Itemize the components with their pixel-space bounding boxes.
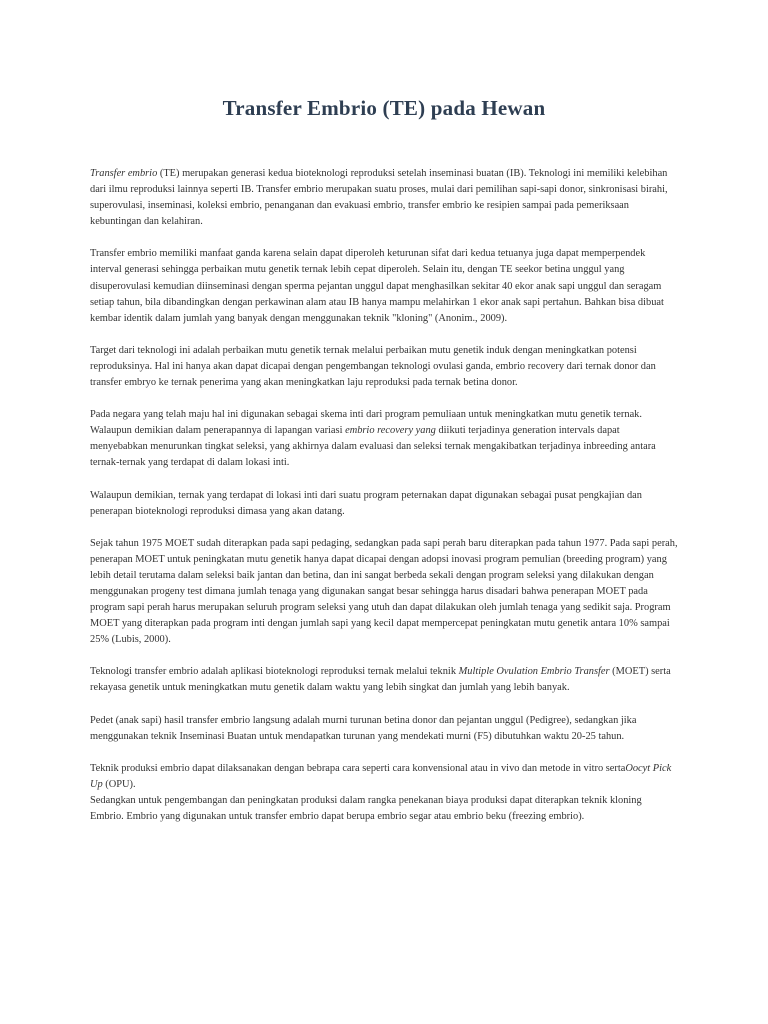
italic-term: Transfer embrio — [90, 168, 158, 179]
paragraph — [90, 488, 678, 520]
paragraph — [90, 761, 678, 793]
paragraph-text: Sedangkan untuk pengembangan dan peningkatan produksi dalam rangka penekanan biaya produksi dapat diterapkan teknik kloning Embrio. Embrio yang digunakan untuk transfer embrio dapat berupa embrio segar atau embrio beku (freezing embrio). — [90, 794, 642, 822]
paragraph-text: Pedet (anak sapi) hasil transfer embrio langsung adalah murni turunan betina donor dan pejantan unggul (Pedigree), sedangkan jika menggunakan teknik Inseminasi Buatan untuk mendapatkan turunan yang mendekati murni (F5) dibutuhkan waktu 20-25 tahun. — [90, 714, 637, 742]
paragraph-text: Pada negara yang telah maju hal ini digunakan sebagai skema inti dari program pemuliaan untuk meningkatkan mutu genetik ternak. Walaupun demikian dalam penerapannya di lapangan variasi — [90, 409, 642, 437]
paragraph — [90, 343, 678, 391]
italic-term: embrio recovery yang — [345, 425, 436, 437]
page-title: Transfer Embrio (TE) pada Hewan — [222, 96, 546, 120]
paragraph-text: Walaupun demikian, ternak yang terdapat di lokasi inti dari suatu program peternakan dapat digunakan sebagai pusat pengkajian dan penerapan bioteknologi reproduksi dimasa yang akan datang. — [90, 489, 642, 517]
paragraph — [90, 664, 678, 696]
paragraph-text: (OPU). — [102, 778, 136, 790]
paragraph — [90, 713, 678, 745]
paragraph — [90, 407, 678, 471]
italic-term: Multiple Ovulation Embrio Transfer — [458, 666, 610, 678]
paragraph-text: Sejak tahun 1975 MOET sudah diterapkan pada sapi pedaging, sedangkan pada sapi perah baru diterapkan pada tahun 1977. Pada sapi perah, penerapan MOET untuk peningkatan mutu genetik hanya dapat dicapai dengan adopsi inovasi program pemulian (breeding program) yang lebih detail terutama dalam seleksi baik jantan dan betina, dan ini sangat berbeda sekali dengan program seleksi yang dilakukan dengan menggunakan progeny test dimana jumlah tenaga yang digunakan sangat besar sehingga harus disadari bahwa penerapan MOET pada program sapi perah harus merupakan seluruh program seleksi yang utuh dan dapat dilakukan oleh jumlah tenaga yang sedikit saja. Program MOET yang diterapkan pada program inti dengan jumlah sapi yang kecil dapat mempercepat peningkatan mutu genetik antara 10% sampai 25% (Lubis, 2000). — [90, 537, 678, 646]
paragraph — [90, 536, 678, 649]
paragraph-text: (TE) merupakan generasi kedua bioteknologi reproduksi setelah inseminasi buatan (IB). Teknologi ini memiliki kelebihan dari ilmu reproduksi lainnya seperti IB. Transfer embrio merupakan suatu proses, mulai dari pemilihan sapi-sapi donor, sinkronisasi birahi, superovulasi, inseminasi, koleksi embrio, penanganan dan evakuasi embrio, transfer embrio ke resipien sampai pada pemeriksaan kebuntingan dan kelahiran. — [90, 168, 668, 228]
italic-term: Oocyt Pick Up — [90, 762, 672, 790]
document-body — [90, 166, 678, 825]
paragraph — [90, 166, 678, 230]
paragraph-text: Teknologi transfer embrio adalah aplikasi bioteknologi reproduksi ternak melalui teknik — [90, 666, 459, 678]
paragraph-text: Target dari teknologi ini adalah perbaikan mutu genetik ternak melalui perbaikan mutu genetik induk dengan meningkatkan potensi reproduksinya. Hal ini hanya akan dapat dicapai dengan pengembangan teknologi ovulasi ganda, embrio recovery dari ternak donor dan transfer embryo ke ternak penerima yang akan meningkatkan laju reproduksi pada ternak betina donor. — [90, 344, 656, 389]
paragraph-text: (MOET) serta rekayasa genetik untuk meningkatkan mutu genetik dalam waktu yang lebih singkat dan jumlah yang lebih banyak. — [90, 666, 671, 694]
paragraph — [90, 246, 678, 326]
paragraph-text: diikuti terjadinya generation intervals dapat menyebabkan menurunkan tingkat seleksi, yang akhirnya dalam evaluasi dan seleksi ternak mengakibatkan terjadinya inbreeding antara ternak-ternak yang terdapat di dalam lokasi inti. — [90, 425, 656, 469]
paragraph-text: Transfer embrio memiliki manfaat ganda karena selain dapat diperoleh keturunan sifat dari kedua tetuanya juga dapat memperpendek interval generasi sehingga perbaikan mutu genetik ternak lebih cepat diperoleh. Selain itu, dengan TE seekor betina unggul yang disuperovulasi kemudian diinseminasi dengan sperma pejantan unggul dapat menghasilkan sekitar 40 ekor anak sapi unggul dan seragam setiap tahun, bila dibandingkan dengan perkawinan alam atau IB hanya mampu melahirkan 1 ekor anak sapi pertahun. Bahkan bisa dibuat kembar identik dalam jumlah yang banyak dengan menggunakan teknik "kloning" (Anonim., 2009). — [90, 248, 664, 324]
paragraph — [90, 793, 678, 825]
paragraph-text: Teknik produksi embrio dapat dilaksanakan dengan bebrapa cara seperti cara konvensional atau in vivo dan metode in vitro serta — [90, 762, 626, 774]
